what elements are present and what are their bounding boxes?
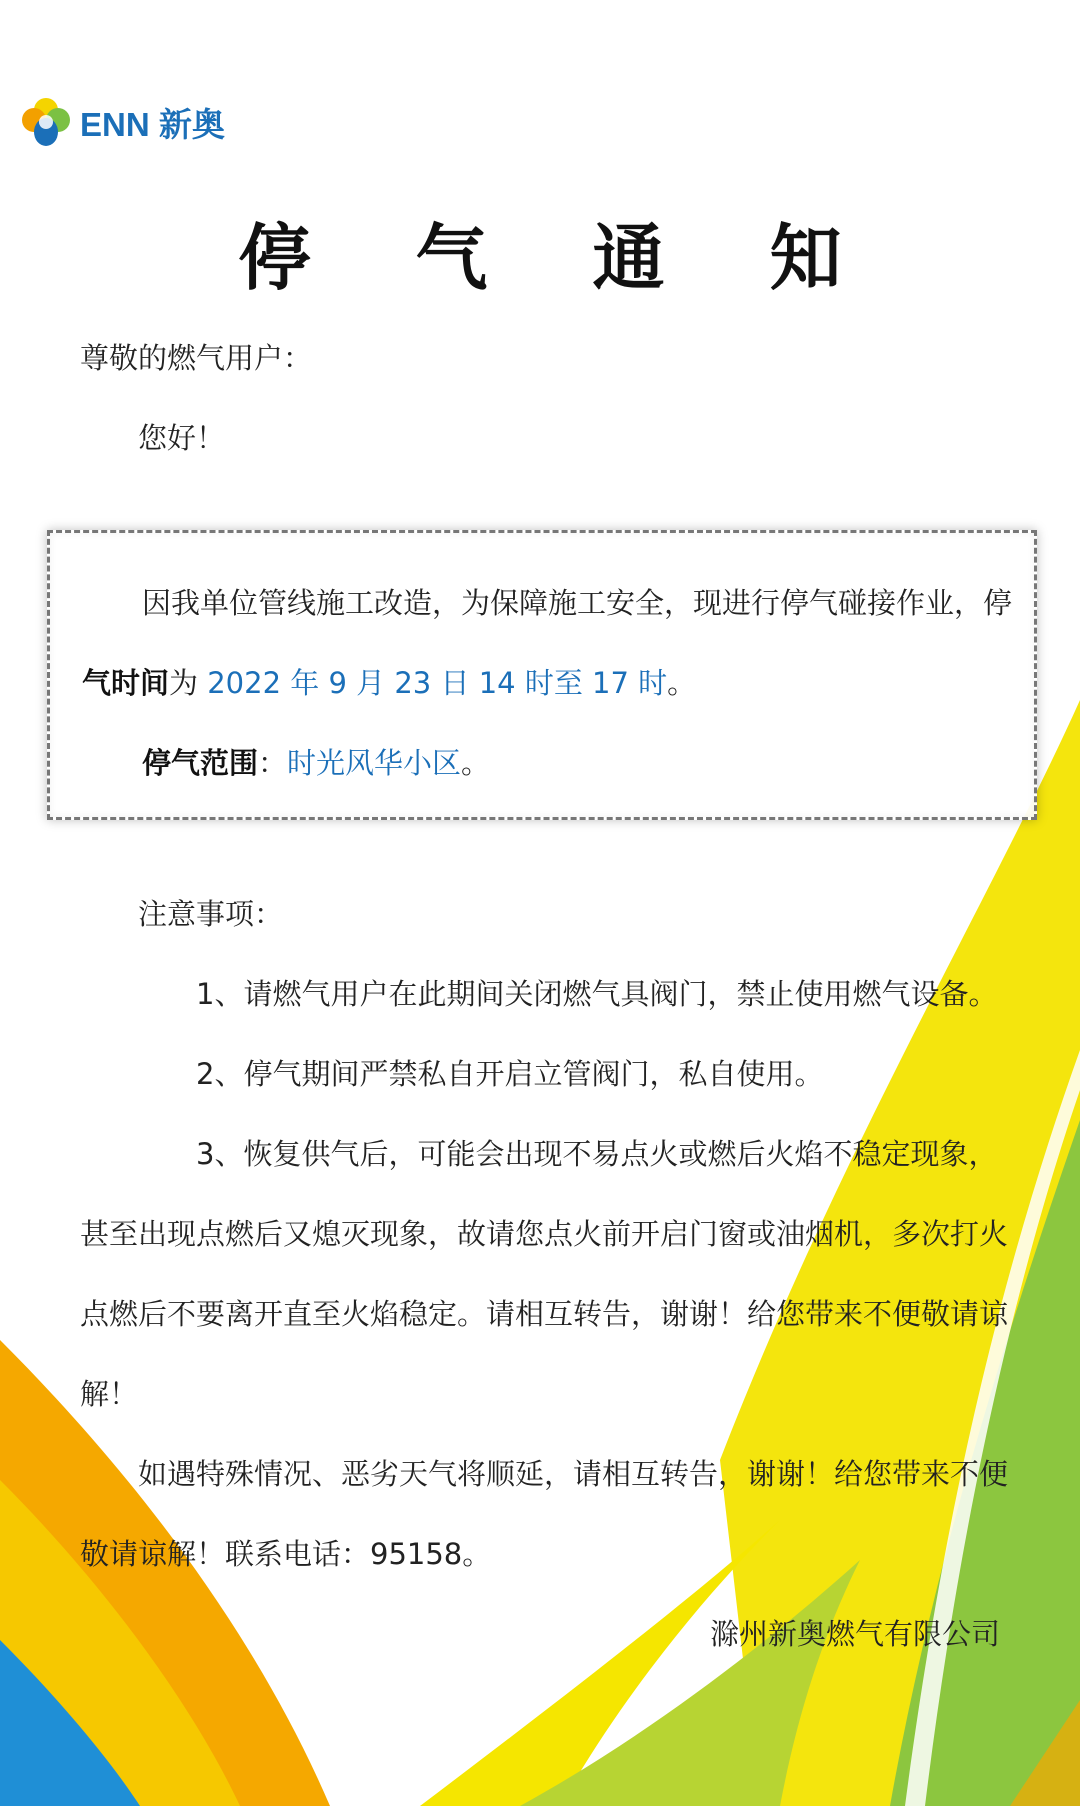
note-item-3-line-2: 甚至出现点燃后又熄灭现象，故请您点火前开启门窗或油烟机，多次打火 <box>80 1217 1009 1251</box>
company-signature: 滁州新奥燃气有限公司 <box>709 1617 1000 1651</box>
outage-time-end: 。 <box>667 666 697 700</box>
note-item-3-line-3: 点燃后不要离开直至火焰稳定。请相互转告，谢谢！给您带来不便敬请谅 <box>80 1297 1009 1331</box>
outage-time-mid: 为 <box>169 666 208 700</box>
greeting: 尊敬的燃气用户： <box>80 341 313 375</box>
outage-time-label: 气时间 <box>82 666 170 700</box>
notice-line-2 <box>82 661 696 702</box>
notice-line-3 <box>142 741 490 782</box>
note-item-3-line-1: 3、恢复供气后，可能会出现不易点火或燃后火焰不稳定现象， <box>196 1137 998 1171</box>
notice-line-1: 因我单位管线施工改造，为保障施工安全，现进行停气碰接作业，停 <box>142 586 1013 620</box>
outage-area-value: 时光风华小区 <box>287 746 462 780</box>
note-item-1: 1、请燃气用户在此期间关闭燃气具阀门，禁止使用燃气设备。 <box>196 977 998 1011</box>
outage-area-colon: ： <box>258 746 288 780</box>
outage-area-label: 停气范围 <box>142 746 259 780</box>
outage-area-end: 。 <box>461 746 491 780</box>
page-title: 停 气 通 知 <box>238 216 882 300</box>
notice-box <box>47 530 1037 820</box>
outage-time-value: 2022 年 9 月 23 日 14 时至 17 时 <box>207 666 668 700</box>
logo-text: ENN 新奥 <box>80 105 225 143</box>
special-line-1: 如遇特殊情况、恶劣天气将顺延，请相互转告，谢谢！给您带来不便 <box>138 1457 1009 1491</box>
note-item-3-line-4: 解！ <box>80 1377 139 1411</box>
note-item-2: 2、停气期间严禁私自开启立管阀门，私自使用。 <box>196 1057 824 1091</box>
company-logo <box>20 96 225 148</box>
hello-line: 您好！ <box>138 421 226 455</box>
special-line-2: 敬请谅解！联系电话：95158。 <box>80 1537 492 1571</box>
enn-flower-icon <box>20 96 72 148</box>
notes-title: 注意事项： <box>138 897 284 931</box>
